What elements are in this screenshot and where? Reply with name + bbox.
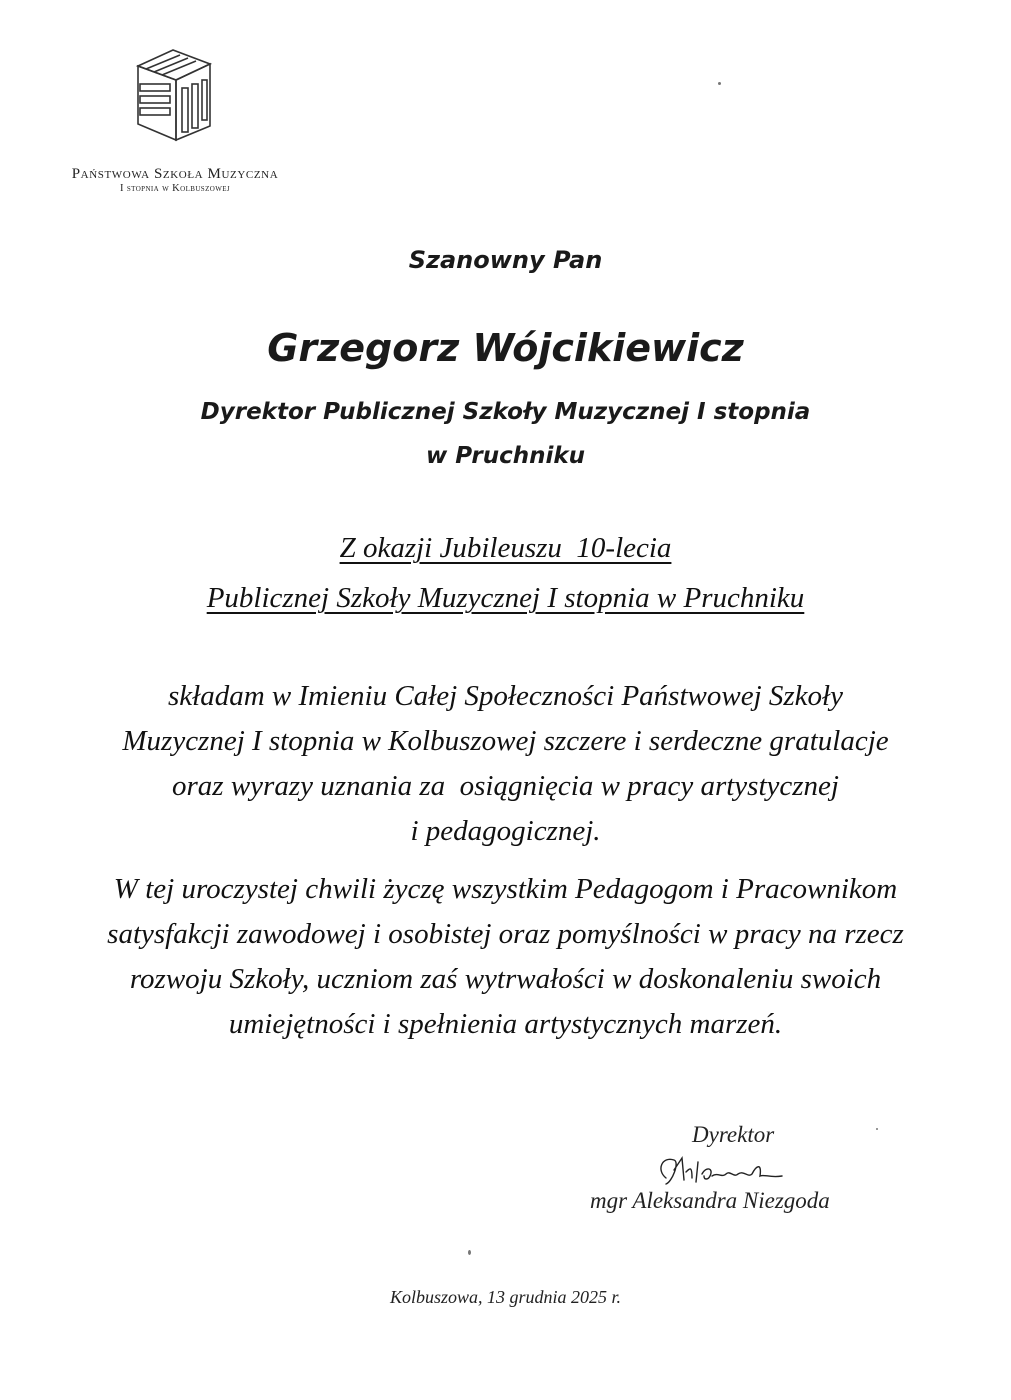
body-line: rozwoju Szkoły, uczniom zaś wytrwałości w doskonaleniu swoich [129, 963, 882, 995]
school-name [30, 166, 320, 194]
position-line1: Dyrektor Publicznej Szkoły Muzycznej I stopnia [200, 399, 811, 425]
position-line2: w Pruchniku [425, 443, 586, 469]
scan-speck [876, 1128, 878, 1130]
body-line: i pedagogicznej. [410, 815, 601, 847]
body-line: oraz wyrazy uznania za osiągnięcia w pracy artystycznej [172, 770, 839, 802]
signature-title: Dyrektor [692, 1122, 775, 1147]
body-line: składam w Imieniu Całej Społeczności Państwowej Szkoły [168, 680, 843, 712]
body-paragraph-1 [0, 674, 1011, 854]
body-line: umiejętności i spełnienia artystycznych marzeń. [228, 1008, 783, 1040]
signature-name: mgr Aleksandra Niezgoda [590, 1188, 830, 1213]
occasion-line2: Publicznej Szkoły Muzycznej I stopnia w Pruchniku [206, 582, 805, 614]
salutation: Szanowny Pan [408, 246, 603, 274]
body-line: W tej uroczystej chwili życzę wszystkim Pedagogom i Pracownikom [113, 873, 898, 905]
occasion-line1: Z okazji Jubileuszu 10-lecia [339, 532, 672, 564]
body-paragraph-2 [0, 867, 1011, 1047]
school-name-line2: I stopnia w Kolbuszowej [119, 182, 231, 194]
body-line: Muzycznej I stopnia w Kolbuszowej szczere i serdeczne gratulacje [122, 725, 889, 757]
body-line: satysfakcji zawodowej i osobistej oraz pomyślności w pracy na rzecz [107, 918, 904, 950]
scan-speck [468, 1250, 471, 1255]
dateline: Kolbuszowa, 13 grudnia 2025 r. [389, 1287, 622, 1307]
recipient-name: Grzegorz Wójcikiewicz [267, 326, 744, 370]
school-name-line1: Państwowa Szkoła Muzyczna [71, 166, 279, 182]
occasion [0, 523, 1011, 623]
scan-speck [718, 82, 721, 85]
recipient-position [0, 390, 1011, 478]
school-logo-icon [128, 44, 218, 144]
